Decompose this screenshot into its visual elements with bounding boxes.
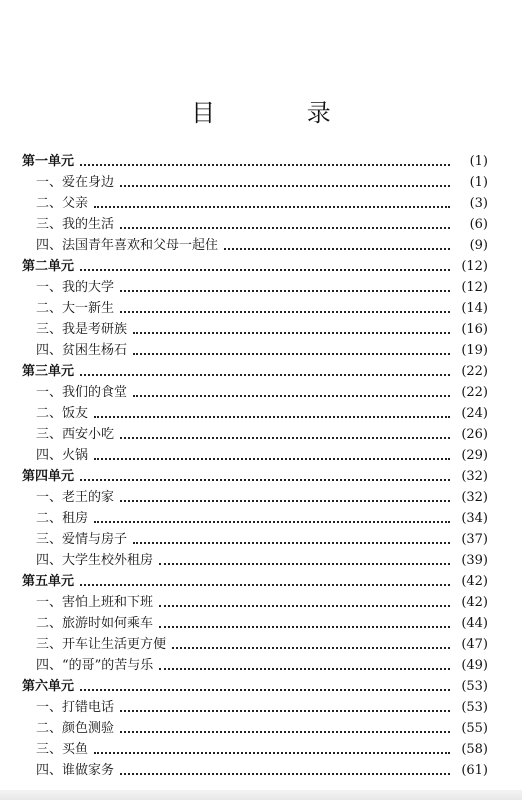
lesson-title: 三、爱情与房子: [36, 532, 128, 547]
unit-block: [22, 676, 488, 781]
page-number: (53): [461, 700, 488, 715]
dot-leader: [120, 436, 450, 439]
page-number: (32): [461, 469, 488, 484]
page-number: (9): [469, 238, 488, 253]
page-number: (49): [461, 658, 488, 673]
lesson-title: 二、租房: [36, 511, 89, 526]
dot-leader: [159, 667, 450, 670]
dot-leader: [120, 310, 450, 313]
page-number: (22): [461, 364, 488, 379]
unit-block: [22, 151, 488, 256]
toc-lesson-entry[interactable]: [22, 424, 488, 445]
dot-leader: [80, 478, 450, 481]
dot-leader: [159, 562, 450, 565]
lesson-title: 一、老王的家: [36, 490, 115, 505]
lesson-title: 一、爱在身边: [36, 175, 115, 190]
lesson-title: 一、打错电话: [36, 700, 115, 715]
dot-leader: [120, 499, 450, 502]
dot-leader: [133, 394, 450, 397]
dot-leader: [133, 352, 450, 355]
page-number: (47): [461, 637, 488, 652]
page-number: (42): [461, 595, 488, 610]
page-number: (19): [461, 343, 488, 358]
lesson-title: 一、我的大学: [36, 280, 115, 295]
page-number: (34): [461, 511, 488, 526]
page-title: 目 录: [191, 99, 373, 127]
dot-leader: [80, 268, 450, 271]
toc-lesson-entry[interactable]: [22, 319, 488, 340]
page-number: (44): [461, 616, 488, 631]
toc-unit-entry[interactable]: [22, 466, 488, 487]
unit-title: 第四单元: [22, 469, 75, 484]
toc-lesson-entry[interactable]: [22, 235, 488, 256]
unit-title: 第三单元: [22, 364, 75, 379]
dot-leader: [94, 457, 450, 460]
dot-leader: [159, 604, 450, 607]
page-number: (12): [461, 280, 488, 295]
lesson-title: 一、我们的食堂: [36, 385, 128, 400]
toc-lesson-entry[interactable]: [22, 445, 488, 466]
page-number: (16): [461, 322, 488, 337]
unit-title: 第六单元: [22, 679, 75, 694]
lesson-title: 二、父亲: [36, 196, 89, 211]
dot-leader: [120, 772, 450, 775]
toc-lesson-entry[interactable]: [22, 382, 488, 403]
unit-title: 第一单元: [22, 154, 75, 169]
lesson-title: 四、贫困生杨石: [36, 343, 128, 358]
page-number: (61): [461, 763, 488, 778]
dot-leader: [159, 625, 450, 628]
page-number: (29): [461, 448, 488, 463]
toc-lesson-entry[interactable]: [22, 277, 488, 298]
toc-lesson-entry[interactable]: [22, 760, 488, 781]
dot-leader: [133, 331, 450, 334]
lesson-title: 四、大学生校外租房: [36, 553, 154, 568]
unit-block: [22, 571, 488, 676]
page-number: (22): [461, 385, 488, 400]
lesson-title: 四、谁做家务: [36, 763, 115, 778]
dot-leader: [94, 205, 450, 208]
toc-lesson-entry[interactable]: [22, 193, 488, 214]
dot-leader: [172, 646, 450, 649]
page-number: (42): [461, 574, 488, 589]
page-number: (1): [469, 154, 488, 169]
dot-leader: [120, 730, 450, 733]
toc-unit-entry[interactable]: [22, 676, 488, 697]
dot-leader: [94, 415, 450, 418]
lesson-title: 四、“的哥”的苦与乐: [36, 658, 154, 673]
page-number: (39): [461, 553, 488, 568]
dot-leader: [224, 247, 450, 250]
page-number: (1): [469, 175, 488, 190]
page-number: (14): [461, 301, 488, 316]
page-number: (26): [461, 427, 488, 442]
lesson-title: 三、我的生活: [36, 217, 115, 232]
page-number: (12): [461, 259, 488, 274]
dot-leader: [120, 226, 450, 229]
toc-lesson-entry[interactable]: [22, 487, 488, 508]
dot-leader: [94, 751, 450, 754]
toc-lesson-entry[interactable]: [22, 403, 488, 424]
page-number: (32): [461, 490, 488, 505]
table-of-contents: [22, 151, 488, 781]
toc-lesson-entry[interactable]: [22, 613, 488, 634]
toc-lesson-entry[interactable]: [22, 214, 488, 235]
toc-lesson-entry[interactable]: [22, 718, 488, 739]
unit-block: [22, 361, 488, 466]
lesson-title: 四、法国青年喜欢和父母一起住: [36, 238, 219, 253]
toc-lesson-entry[interactable]: [22, 529, 488, 550]
lesson-title: 二、旅游时如何乘车: [36, 616, 154, 631]
toc-lesson-entry[interactable]: [22, 298, 488, 319]
page-bottom-edge: [0, 790, 522, 800]
lesson-title: 二、饭友: [36, 406, 89, 421]
dot-leader: [120, 709, 450, 712]
dot-leader: [80, 688, 450, 691]
lesson-title: 二、颜色测验: [36, 721, 115, 736]
lesson-title: 三、买鱼: [36, 742, 89, 757]
dot-leader: [80, 163, 450, 166]
lesson-title: 一、害怕上班和下班: [36, 595, 154, 610]
page-number: (6): [469, 217, 488, 232]
toc-lesson-entry[interactable]: [22, 697, 488, 718]
unit-block: [22, 256, 488, 361]
toc-lesson-entry[interactable]: [22, 592, 488, 613]
dot-leader: [80, 583, 450, 586]
dot-leader: [120, 184, 450, 187]
dot-leader: [133, 541, 450, 544]
lesson-title: 四、火锅: [36, 448, 89, 463]
page-number: (55): [461, 721, 488, 736]
lesson-title: 三、我是考研族: [36, 322, 128, 337]
lesson-title: 二、大一新生: [36, 301, 115, 316]
page-number: (3): [469, 196, 488, 211]
page-number: (53): [461, 679, 488, 694]
page-number: (37): [461, 532, 488, 547]
page-number: (24): [461, 406, 488, 421]
dot-leader: [120, 289, 450, 292]
lesson-title: 三、西安小吃: [36, 427, 115, 442]
toc-unit-entry[interactable]: [22, 256, 488, 277]
unit-block: [22, 466, 488, 571]
lesson-title: 三、开车让生活更方便: [36, 637, 167, 652]
toc-lesson-entry[interactable]: [22, 550, 488, 571]
dot-leader: [80, 373, 450, 376]
toc-lesson-entry[interactable]: [22, 634, 488, 655]
unit-title: 第五单元: [22, 574, 75, 589]
toc-lesson-entry[interactable]: [22, 340, 488, 361]
toc-unit-entry[interactable]: [22, 361, 488, 382]
toc-lesson-entry[interactable]: [22, 739, 488, 760]
unit-title: 第二单元: [22, 259, 75, 274]
page-number: (58): [461, 742, 488, 757]
toc-unit-entry[interactable]: [22, 151, 488, 172]
toc-lesson-entry[interactable]: [22, 655, 488, 676]
toc-unit-entry[interactable]: [22, 571, 488, 592]
toc-lesson-entry[interactable]: [22, 172, 488, 193]
dot-leader: [94, 520, 450, 523]
toc-lesson-entry[interactable]: [22, 508, 488, 529]
